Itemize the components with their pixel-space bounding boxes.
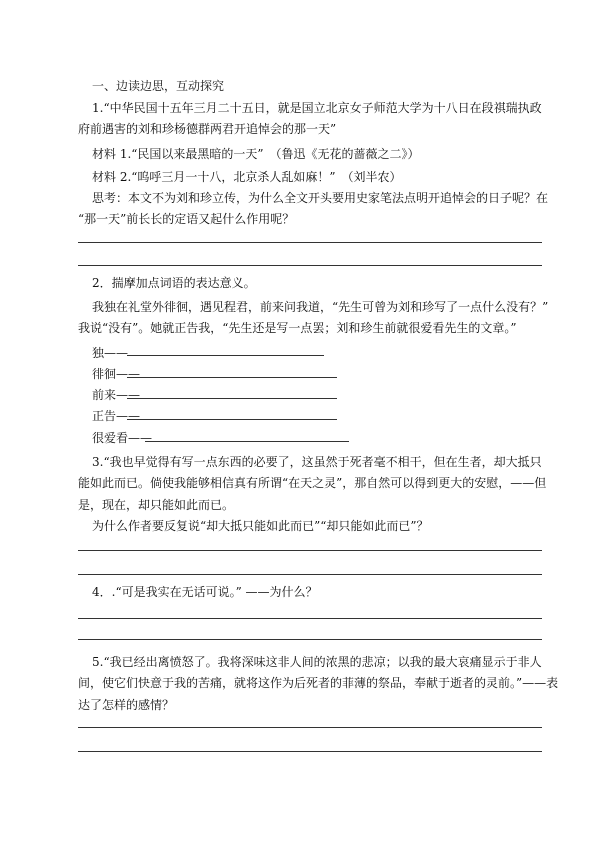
q1-material-2: 材料 2.“呜呼三月一十八，北京杀人乱如麻！” （刘半农） xyxy=(92,170,402,184)
q3-text-line-2: 能如此而已。倘使我能够相信真有所谓“在天之灵”，那自然可以得到更大的安慰，——但 xyxy=(78,476,547,490)
q1-material-1: 材料 1.“民国以来最黑暗的一天” （鲁迅《无花的蔷薇之二》） xyxy=(92,147,420,161)
q5-answer-line-2[interactable] xyxy=(78,751,542,752)
q1-text-line-1: 1.“中华民国十五年三月二十五日，就是国立北京女子师范大学为十八日在段祺瑞执政 xyxy=(92,101,542,115)
q2-word-du-answer[interactable] xyxy=(127,355,324,356)
q2-word-du: 独—— xyxy=(92,346,129,360)
q2-text-line-3: 我说“没有”。她就正告我，“先生还是写一点罢；刘和珍生前就很爱看先生的文章。” xyxy=(78,321,517,335)
q2-word-paihuai-answer[interactable] xyxy=(127,377,337,378)
q2-word-qianlai: 前来—— xyxy=(92,388,141,402)
q1-think-line-2: “那一天”前长长的定语又起什么作用呢？ xyxy=(78,212,295,226)
q3-text-line-1: 3.“我也早觉得有写一点东西的必要了，这虽然于死者毫不相干，但在生者，却大抵只 xyxy=(92,455,542,469)
q2-text-line-1: 2．揣摩加点词语的表达意义。 xyxy=(92,276,256,290)
q3-answer-line-1[interactable] xyxy=(78,550,542,551)
q5-text-line-3: 达了怎样的感情？ xyxy=(78,698,175,712)
q4-answer-line-1[interactable] xyxy=(78,618,542,619)
q3-text-line-3: 是，现在，却只能如此而已。 xyxy=(78,498,235,512)
q2-word-qianlai-answer[interactable] xyxy=(127,398,337,399)
q4-text-line-1: 4．.“可是我实在无话可说。” ——为什么？ xyxy=(92,585,318,599)
q5-answer-line-1[interactable] xyxy=(78,727,542,728)
q2-word-hen-ai-kan-answer[interactable] xyxy=(145,441,349,442)
q3-question: 为什么作者要反复说“却大抵只能如此而已”“却只能如此而已”？ xyxy=(92,519,429,533)
q2-text-line-2: 我独在礼堂外徘徊，遇见程君，前来问我道，“先生可曾为刘和珍写了一点什么没有？” xyxy=(92,300,549,314)
q2-word-zhenggao-answer[interactable] xyxy=(127,419,337,420)
q4-answer-line-2[interactable] xyxy=(78,639,542,640)
q3-answer-line-2[interactable] xyxy=(78,574,542,575)
q1-answer-line-1[interactable] xyxy=(78,242,542,243)
q2-word-zhenggao: 正告—— xyxy=(92,409,141,423)
q1-think-line-1: 思考：本文不为刘和珍立传，为什么全文开头要用史家笔法点明开追悼会的日子呢？在 xyxy=(92,191,549,205)
q2-word-paihuai: 徘徊—— xyxy=(92,367,141,381)
section-heading: 一、边读边思，互动探究 xyxy=(92,79,225,93)
q1-text-line-2: 府前遇害的刘和珍杨德群两君开追悼会的那一天” xyxy=(78,122,337,136)
q5-text-line-2: 间，使它们快意于我的苦痛，就将这作为后死者的菲薄的祭品，奉献于逝者的灵前。”——表 xyxy=(78,676,559,690)
q1-answer-line-2[interactable] xyxy=(78,265,542,266)
q2-word-hen-ai-kan: 很爱看—— xyxy=(92,431,153,445)
q5-text-line-1: 5.“我已经出离愤怒了。我将深味这非人间的浓黑的悲凉；以我的最大哀痛显示于非人 xyxy=(92,655,542,669)
